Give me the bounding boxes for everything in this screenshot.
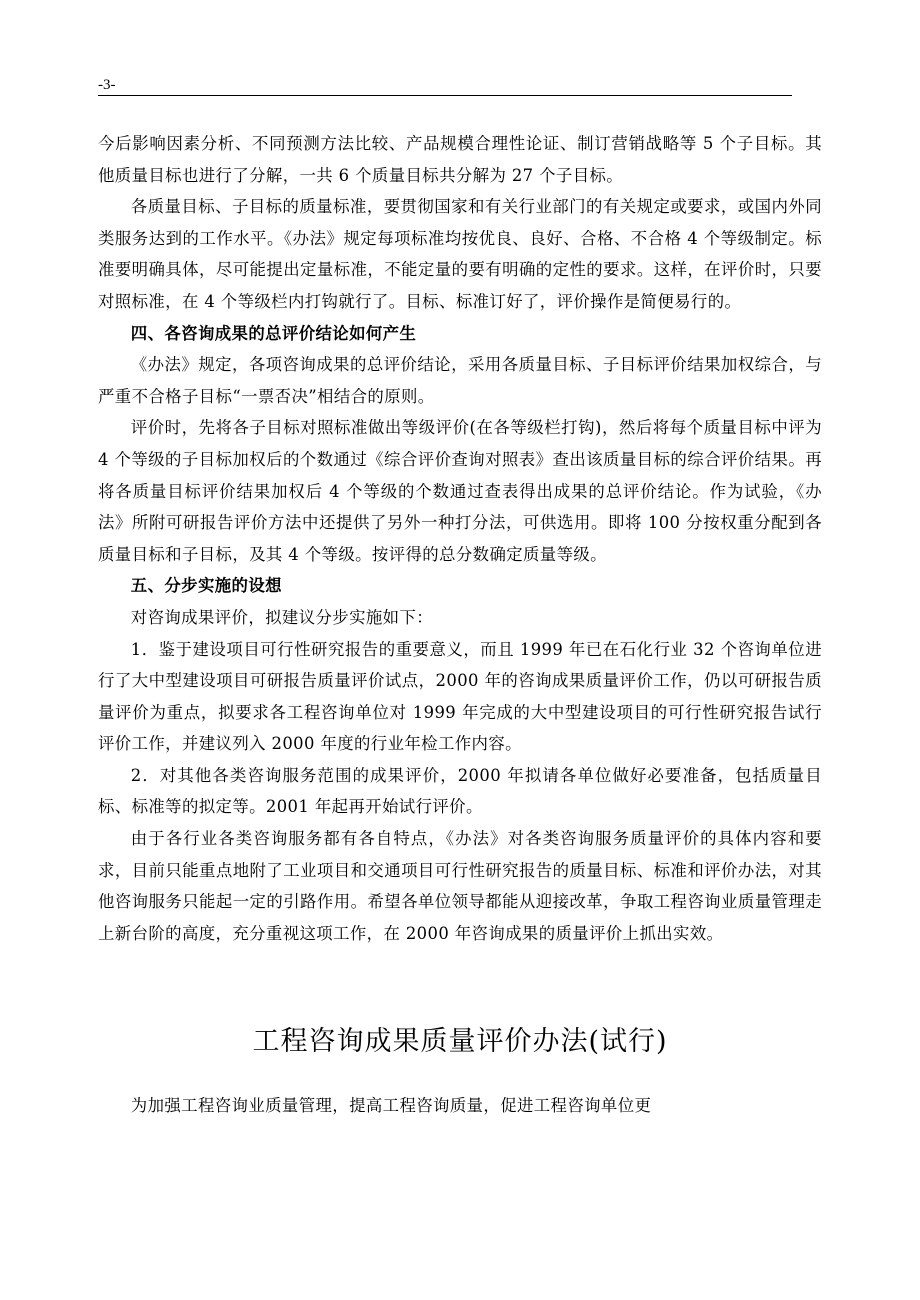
paragraph-quality-standards: 各质量目标、子目标的质量标准，要贯彻国家和有关行业部门的有关规定或要求，或国内外同类服务达到的工作水平。《办法》规定每项标准均按优良、良好、合格、不合格 4 个等级制定。标准要明确具体，尽可能提出定量标准，不能定量的要有明确的定性的要求。这样，在评价时，只要对照标准，在 4 个等级栏内打钩就行了。目标、标准订好了，评价操作是简便易行的。: [98, 197, 822, 311]
section-heading-5: 五、分步实施的设想: [130, 576, 282, 596]
page-number: -3-: [98, 77, 116, 93]
body-text: [98, 128, 822, 949]
header-rule: [98, 95, 792, 96]
paragraph-evaluation-process: 评价时，先将各子目标对照标准做出等级评价(在各等级栏打钩)，然后将每个质量目标中评为 4 个等级的子目标加权后的个数通过《综合评价查询对照表》查出该质量目标的综合评价结果。再将各质量目标评价结果加权后 4 个等级的个数通过查表得出成果的总评价结论。作为试验，《办法》所附可研报告评价方法中还提供了另外一种打分法，可供选用。即将 100 分按权重分配到各质量目标和子目标，及其 4 个等级。按评得的总分数确定质量等级。: [98, 418, 822, 564]
paragraph-item-1: 1．鉴于建设项目可行性研究报告的重要意义，而且 1999 年已在石化行业 32 个咨询单位进行了大中型建设项目可研报告质量评价试点，2000 年的咨询成果质量评价工作，仍以可研报告质量评价为重点，拟要求各工程咨询单位对 1999 年完成的大中型建设项目的可行性研究报告试行评价工作，并建议列入 2000 年度的行业年检工作内容。: [98, 639, 822, 754]
paragraph-title-intro: 为加强工程咨询业质量管理，提高工程咨询质量，促进工程咨询单位更: [130, 1096, 652, 1115]
paragraph-sub-targets: 今后影响因素分析、不同预测方法比较、产品规模合理性论证、制订营销战略等 5 个子目标。其他质量目标也进行了分解，一共 6 个质量目标共分解为 27 个子目标。: [98, 134, 822, 185]
paragraph-implementation-intro: 对咨询成果评价，拟建议分步实施如下：: [130, 607, 434, 627]
paragraph-evaluation-principle: 《办法》规定，各项咨询成果的总评价结论，采用各质量目标、子目标评价结果加权综合，与严重不合格子目标“一票否决”相结合的原则。: [98, 355, 822, 406]
paragraph-conclusion: 由于各行业各类咨询服务都有各自特点，《办法》对各类咨询服务质量评价的具体内容和要求，目前只能重点地附了工业项目和交通项目可行性研究报告的质量目标、标准和评价办法，对其他咨询服务只能起一定的引路作用。希望各单位领导都能从迎接改革，争取工程咨询业质量管理走上新台阶的高度，充分重视这项工作，在 2000 年咨询成果的质量评价上抓出实效。: [98, 829, 822, 943]
document-title: 工程咨询成果质量评价办法(试行): [252, 1026, 668, 1057]
section-heading-4: 四、各咨询成果的总评价结论如何产生: [130, 323, 417, 343]
paragraph-item-2: 2．对其他各类咨询服务范围的成果评价，2000 年拟请各单位做好必要准备，包括质量目标、标准等的拟定等。2001 年起再开始试行评价。: [98, 765, 822, 817]
